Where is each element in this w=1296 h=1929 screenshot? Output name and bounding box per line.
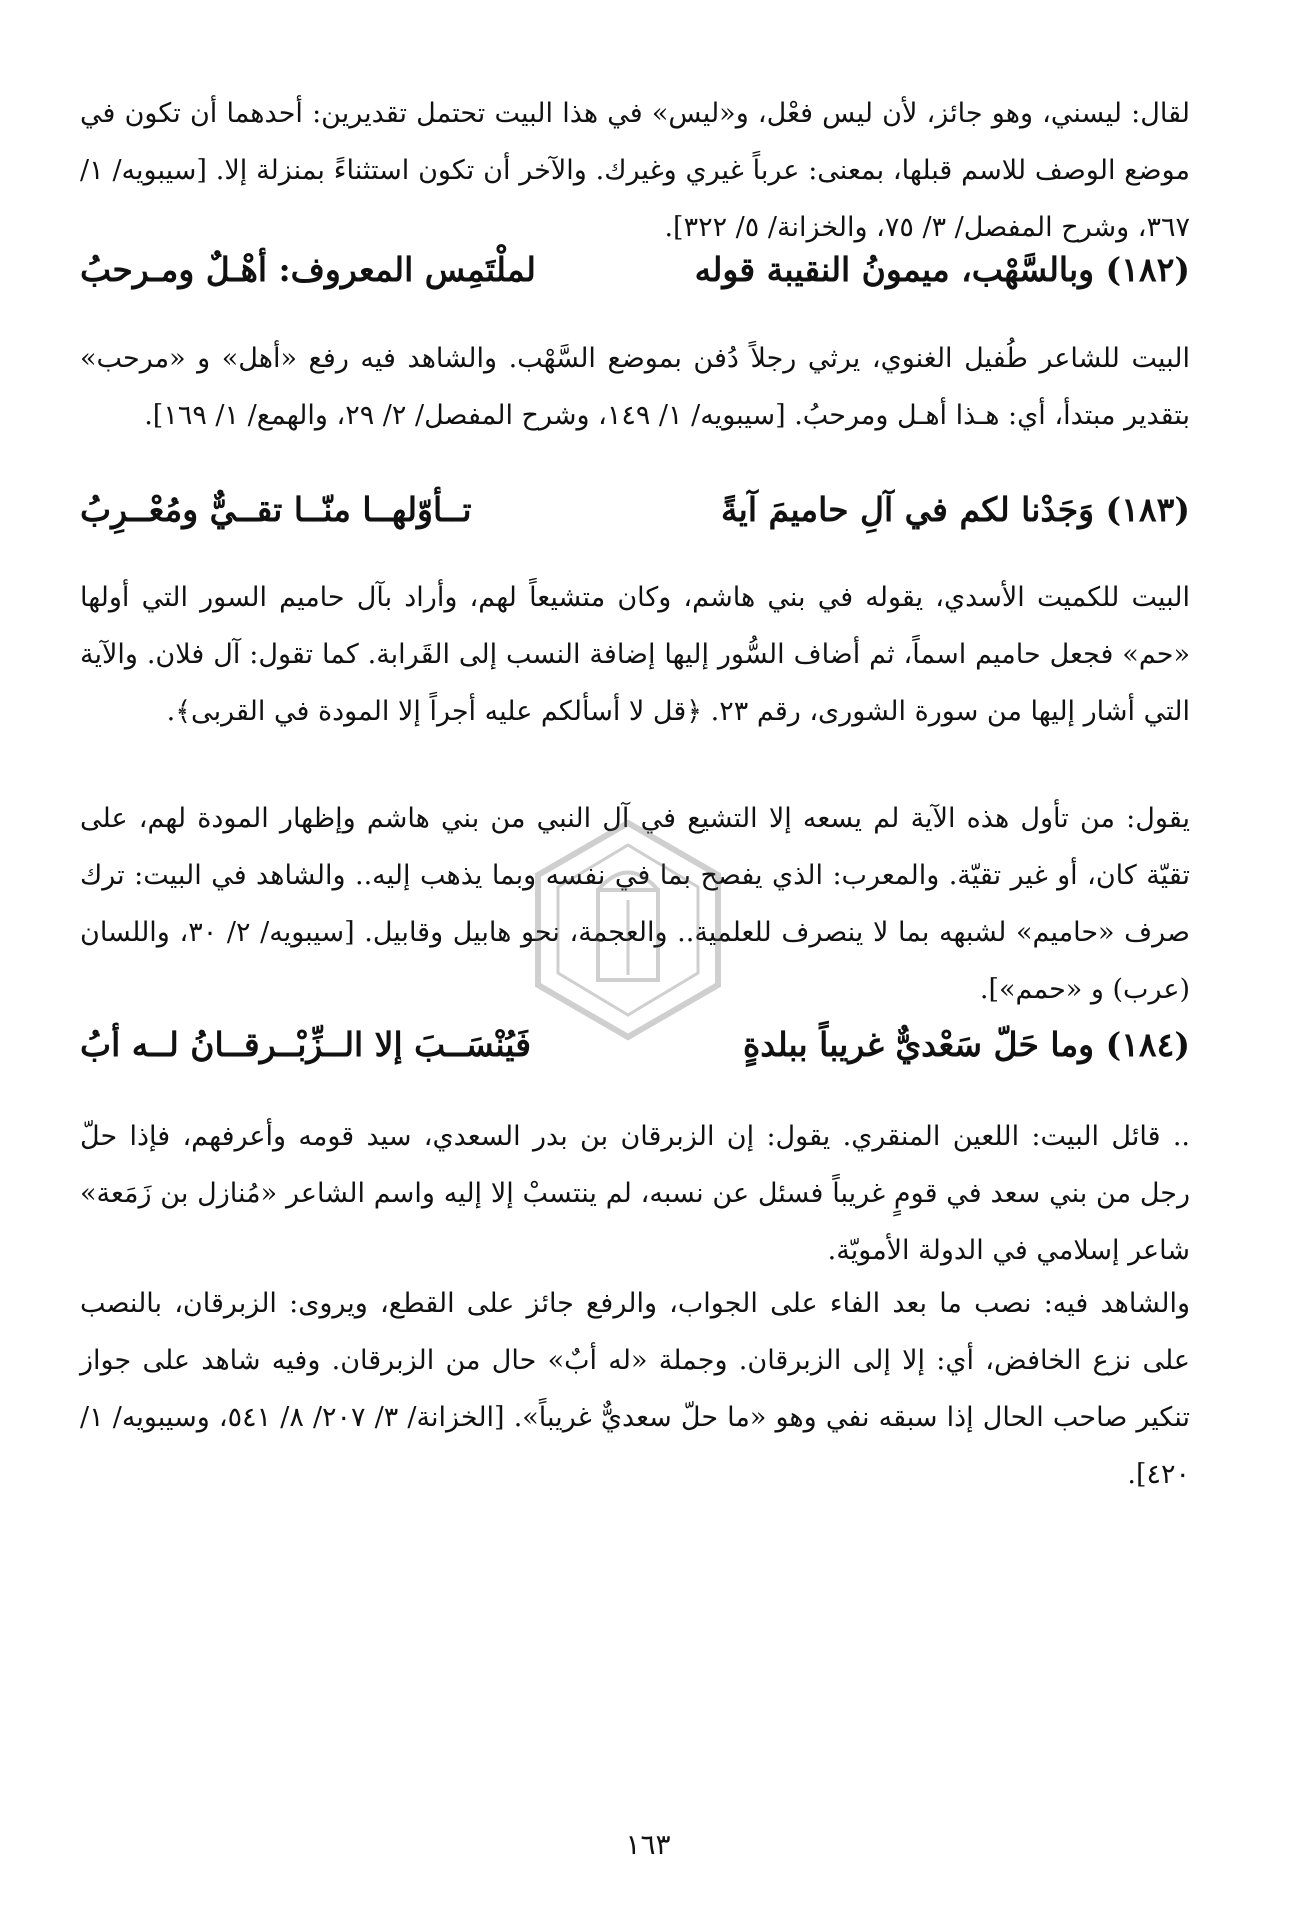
paragraph-commentary-183: البيت للكميت الأسدي، يقوله في بني هاشم، وكان متشيعاً لهم، وأراد بآل حاميم السور التي أولها «حم» فجعل حاميم اسماً، ثم أضاف السُّور إليها إضافة النسب إلى القَرابة. كما تقول: آل فلان. والآية التي أشار إليها من سورة الشورى، رقم ٢٣. ﴿قل لا أسألكم عليه أجراً إلا المودة في القربى﴾. — [80, 582, 1190, 727]
verse-183 — [80, 490, 1190, 550]
paragraph-commentary-184: .. قائل البيت: اللعين المنقري. يقول: إن الزبرقان بن بدر السعدي، سيد قومه وأعرفهم، فإذا حلّ رجل من بني سعد في قومٍ غريباً فسئل عن نسبه، لم ينتسبْ إلا إليه واسم الشاعر «مُنازل بن زَمَعة» شاعر إسلامي في الدولة الأمويّة. — [80, 1121, 1190, 1266]
verse-182-second-hemistich: لملْتَمِس المعروف: أهْـلٌ ومـرحبُ — [80, 250, 536, 289]
page-number: ١٦٣ — [625, 1828, 671, 1861]
verse-184-second-hemistich: فَيُنْسَــبَ إلا الــزِّبْــرقــانُ لــه أبُ — [80, 1025, 532, 1064]
verse-183-second-hemistich: تــأوّلهــا منّــا تقــيٌّ ومُعْــرِبُ — [80, 490, 472, 529]
paragraph-evidence-184: والشاهد فيه: نصب ما بعد الفاء على الجواب، والرفع جائز على القطع، ويروى: الزبرقان، بالنصب على نزع الخافض، أي: إلا إلى الزبرقان. وجملة «له أبٌ» حال من الزبرقان. وفيه شاهد على جواز تنكير صاحب الحال إذا سبقه نفي وهو «ما حلّ سعديٌّ غريباً». [الخزانة/ ٣/ ٢٠٧/ ٨/ ٥٤١، وسيبويه/ ١/ ٤٢٠]. — [80, 1288, 1190, 1490]
library-stamp-icon — [528, 815, 728, 1045]
paragraph-commentary-182: البيت للشاعر طُفيل الغنوي، يرثي رجلاً دُفن بموضع السَّهْب. والشاهد فيه رفع «أهل» و «مرحب» بتقدير مبتدأ، أي: هـذا أهـل ومرحبُ. [سيبويه/ ١/ ١٤٩، وشرح المفصل/ ٢/ ٢٩، والهمع/ ١/ ١٦٩]. — [80, 343, 1190, 431]
paragraph-continuation: لقال: ليسني، وهو جائز، لأن ليس فعْل، و«ليس» في هذا البيت تحتمل تقديرين: أحدهما أن تكون في موضع الوصف للاسم قبلها، بمعنى: عرباً غيري وغيرك. والآخر أن تكون استثناءً بمنزلة إلا. [سيبويه/ ١/ ٣٦٧، وشرح المفصل/ ٣/ ٧٥، والخزانة/ ٥/ ٣٢٢]. — [80, 98, 1190, 243]
verse-182 — [80, 250, 1190, 310]
verse-182-first-hemistich: (١٨٢) وبالسَّهْب، ميمونُ النقيبة قوله — [694, 250, 1190, 289]
verse-184-first-hemistich: (١٨٤) وما حَلّ سَعْديٌّ غريباً ببلدةٍ — [743, 1025, 1190, 1064]
paragraph-explanation-183: يقول: من تأول هذه الآية لم يسعه إلا التشيع في آل النبي من بني هاشم وإظهار المودة لهم، على تقيّة كان، أو غير تقيّة. والمعرب: الذي يفصح بما في نفسه وبما يذهب إليه.. والشاهد في البيت: ترك صرف «حاميم» لشبهه بما لا ينصرف للعلمية.. والعجمة، نحو هابيل وقابيل. [سيبويه/ ٢/ ٣٠، واللسان (عرب) و «حمم»]. — [80, 803, 1190, 1005]
verse-183-first-hemistich: (١٨٣) وَجَدْنا لكم في آلِ حاميمَ آيةً — [720, 490, 1190, 529]
